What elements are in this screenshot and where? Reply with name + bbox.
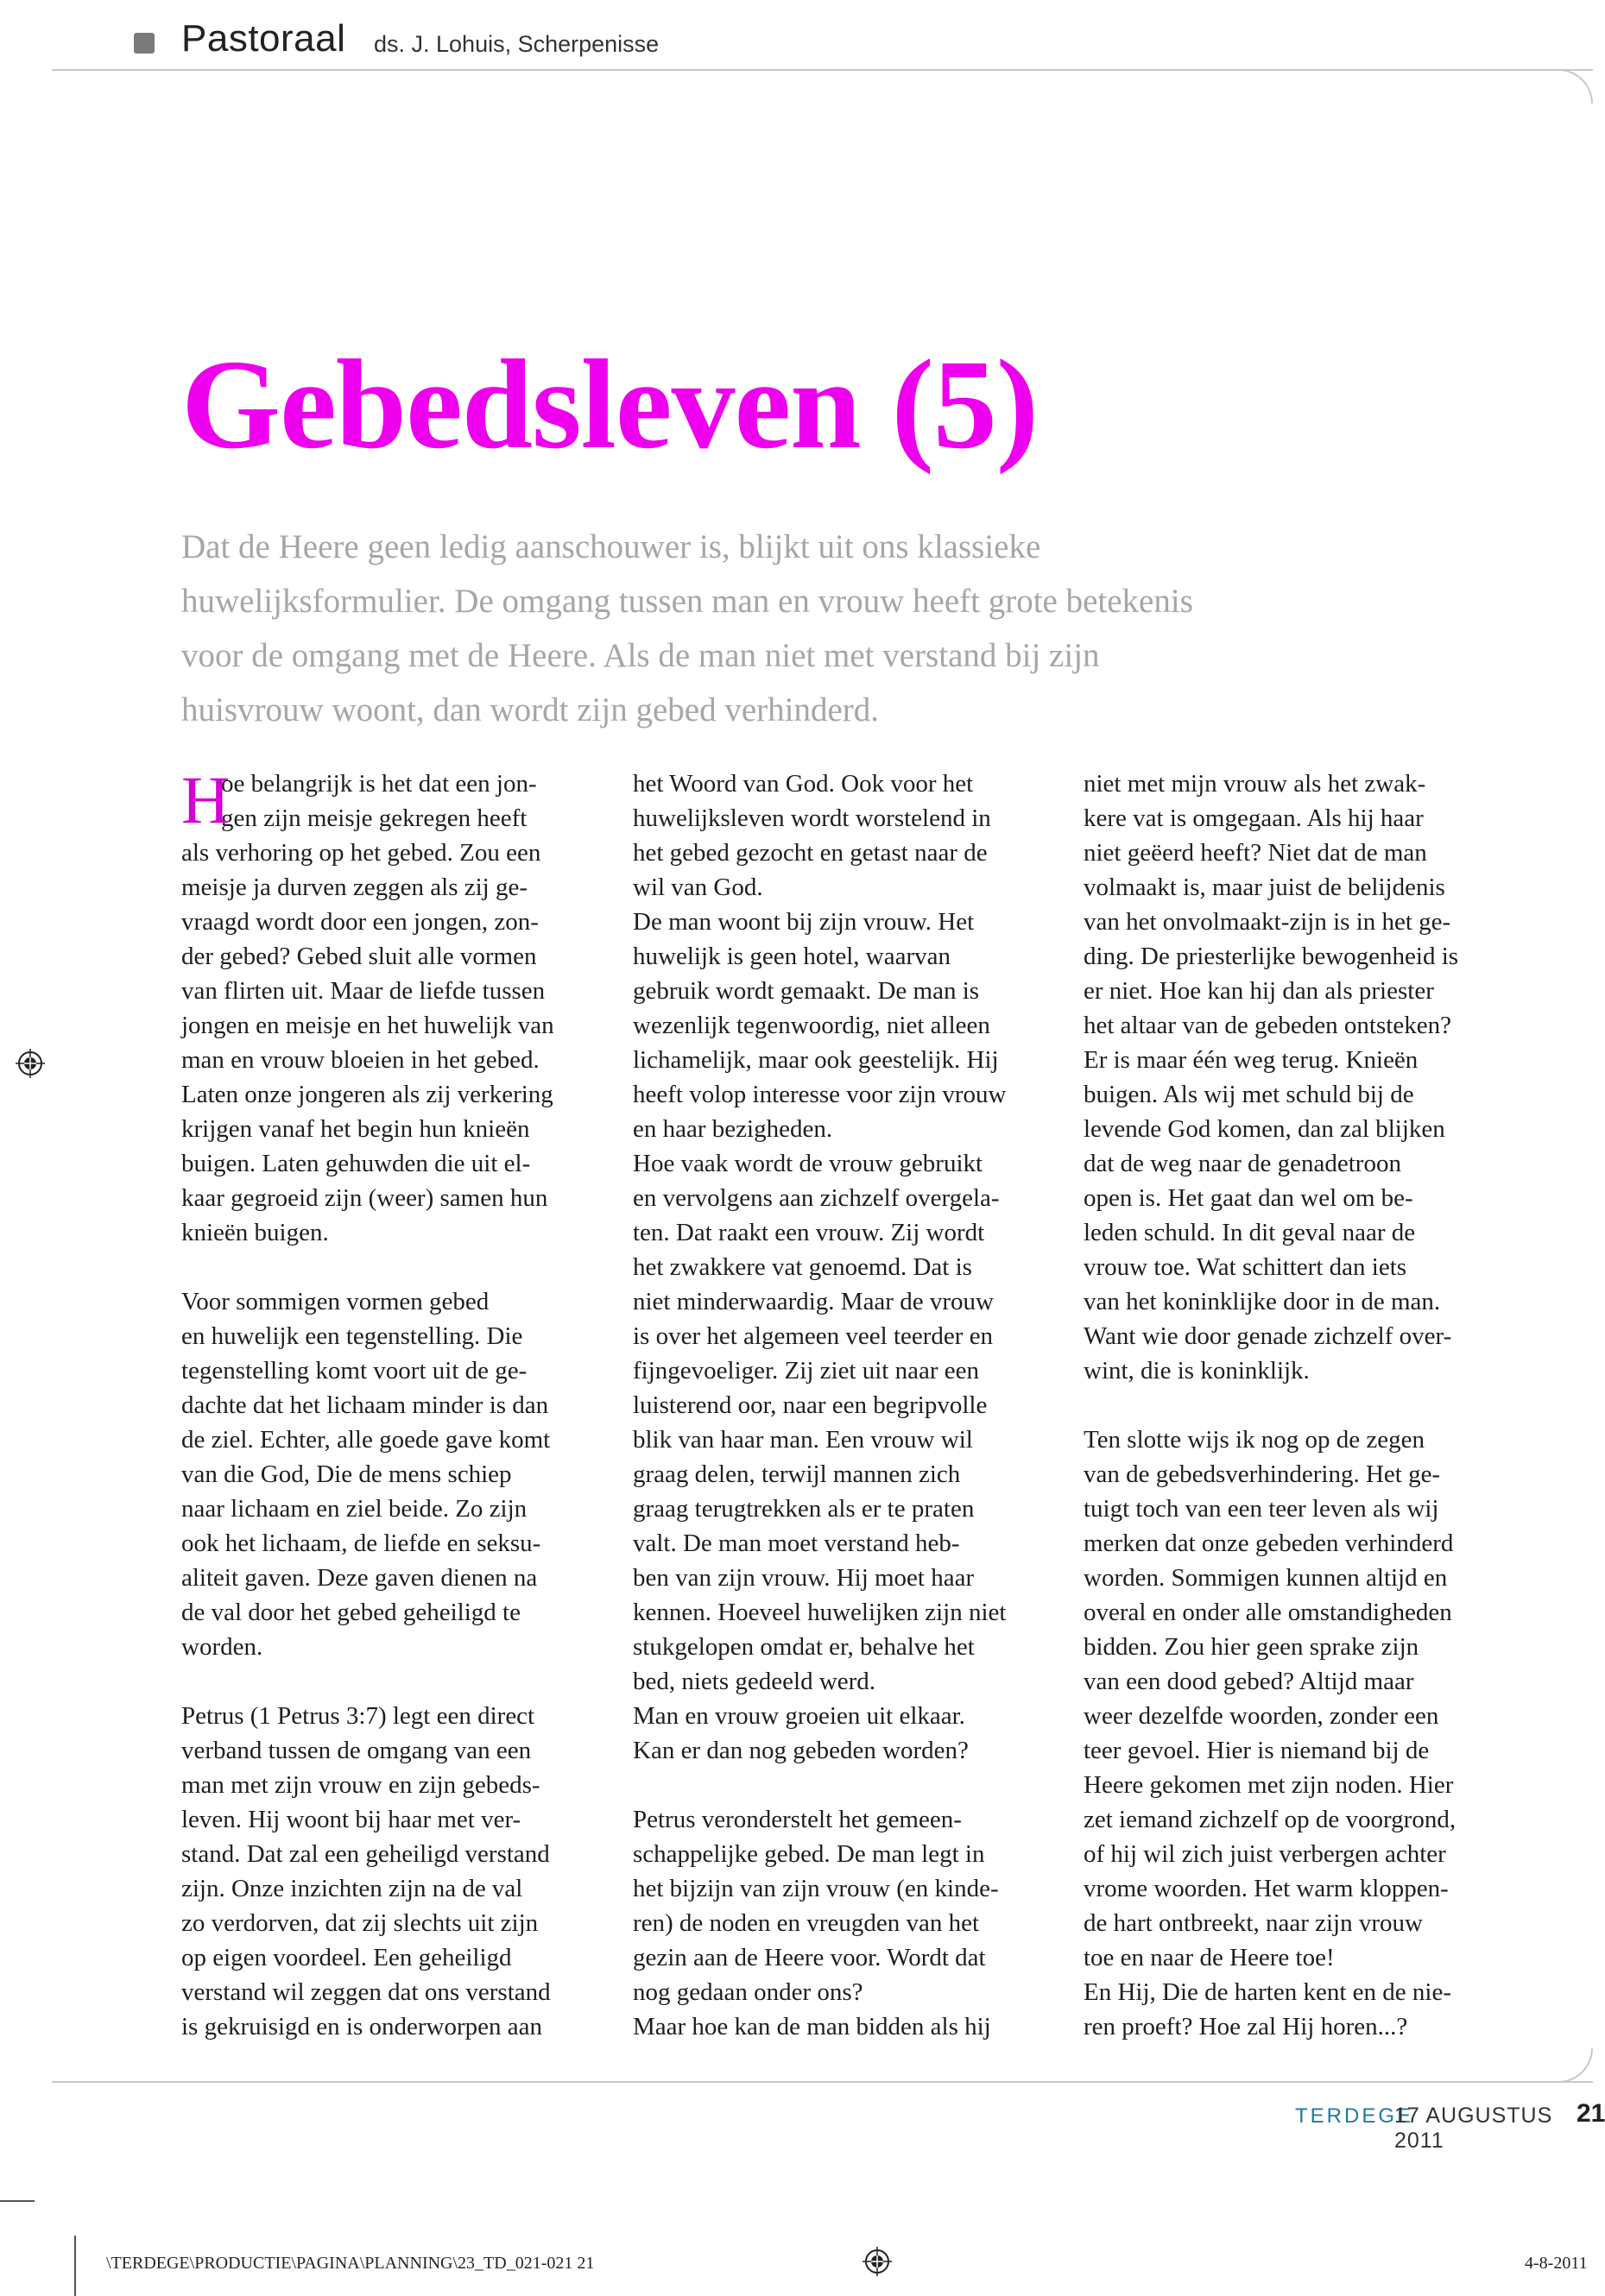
body-line: stand. Dat zal een geheiligd verstand [181, 1840, 550, 1868]
paragraph-gap [181, 1664, 613, 1699]
body-line: als verhoring op het gebed. Zou een [181, 839, 541, 867]
body-line: stukgelopen omdat er, behalve het [633, 1633, 975, 1661]
body-line: kaar gegroeid zijn (weer) samen hun [181, 1184, 548, 1212]
body-line: niet met mijn vrouw als het zwak- [1084, 770, 1426, 798]
body-line: van het koninklijke door in de man. [1084, 1288, 1441, 1315]
body-line: verband tussen de omgang van een [181, 1737, 532, 1764]
body-lines [1084, 766, 1515, 2044]
body-line: tuigt toch van een teer leven als wij [1084, 1495, 1439, 1523]
registration-mark-icon [863, 2247, 892, 2276]
body-line: het gebed gezocht en getast naar de [633, 839, 988, 867]
body-line: het zwakkere vat genoemd. Dat is [633, 1253, 972, 1281]
body-line: de val door het gebed geheiligd te [181, 1599, 521, 1626]
body-line: schappelijke gebed. De man legt in [633, 1840, 985, 1868]
section-label: Pastoraal [181, 17, 346, 60]
body-line: knieën buigen. [181, 1219, 329, 1246]
page-number: 21 [1577, 2099, 1605, 2128]
body-line: dachte dat het lichaam minder is dan [181, 1391, 549, 1419]
body-line: huwelijk is geen hotel, waarvan [633, 943, 951, 970]
body-line: graag delen, terwijl mannen zich [633, 1460, 961, 1488]
body-line: Heere gekomen met zijn noden. Hier [1084, 1771, 1454, 1799]
body-line: gen zijn meisje gekregen heeft [221, 804, 528, 832]
body-line: het Woord van God. Ook voor het [633, 770, 974, 798]
body-line: of hij wil zich juist verbergen achter [1084, 1840, 1446, 1868]
magazine-name: TERDEGE [1295, 2104, 1414, 2128]
body-line: ook het lichaam, de liefde en seksu- [181, 1530, 541, 1557]
body-line: kennen. Hoeveel huwelijken zijn niet [633, 1599, 1007, 1626]
body-line: verstand wil zeggen dat ons verstand [181, 1978, 551, 2006]
body-line: ben van zijn vrouw. Hij moet haar [633, 1564, 975, 1592]
header-rule-corner [1558, 69, 1593, 104]
body-line: van flirten uit. Maar de liefde tussen [181, 977, 546, 1005]
body-line: van die God, Die de mens schiep [181, 1460, 512, 1488]
body-line: leven. Hij woont bij haar met ver- [181, 1806, 521, 1833]
body-line: toe en naar de Heere toe! [1084, 1944, 1335, 1971]
paragraph-gap [181, 1250, 613, 1284]
body-line: En Hij, Die de harten kent en de nie- [1084, 1978, 1451, 2006]
body-line: vraagd wordt door een jongen, zon- [181, 908, 539, 936]
print-slug-path: \TERDEGE\PRODUCTIE\PAGINA\PLANNING\23_TD_021-021 21 [106, 2254, 595, 2273]
body-line: Voor sommigen vormen gebed [181, 1288, 490, 1315]
body-line: is gekruisigd en is onderworpen aan [181, 2013, 542, 2041]
body-line: merken dat onze gebeden verhinderd [1084, 1530, 1454, 1557]
body-line: Petrus (1 Petrus 3:7) legt een direct [181, 1702, 535, 1730]
body-line: jongen en meisje en het huwelijk van [181, 1012, 554, 1039]
body-line: op eigen voordeel. Een geheiligd [181, 1944, 512, 1971]
header-rule [52, 69, 1593, 71]
body-line: van de gebedsverhindering. Het ge- [1084, 1460, 1441, 1488]
body-line: tegenstelling komt voort uit de ge- [181, 1357, 528, 1385]
body-column-3 [1084, 766, 1515, 2044]
body-line: er niet. Hoe kan hij dan als priester [1084, 977, 1434, 1005]
body-line: lichamelijk, maar ook geestelijk. Hij [633, 1046, 999, 1074]
body-line: Kan er dan nog gebeden worden? [633, 1737, 969, 1764]
body-line: worden. Sommigen kunnen altijd en [1084, 1564, 1448, 1592]
body-line: niet geëerd heeft? Niet dat de man [1084, 839, 1427, 867]
body-lines [181, 836, 613, 2044]
lead-line: huwelijksformulier. De omgang tussen man en vrouw heeft grote betekenis [181, 583, 1193, 620]
paragraph-gap [633, 1768, 1065, 1802]
registration-mark-icon [16, 1049, 45, 1078]
body-line: leden schuld. In dit geval naar de [1084, 1219, 1416, 1246]
body-line: gebruik wordt gemaakt. De man is [633, 977, 980, 1005]
body-line: oe belangrijk is het dat een jon- [221, 770, 537, 798]
crop-mark [74, 2236, 76, 2296]
body-line: buigen. Als wij met schuld bij de [1084, 1081, 1414, 1108]
body-line: fijngevoeliger. Zij ziet uit naar een [633, 1357, 980, 1385]
body-line: dat de weg naar de genadetroon [1084, 1150, 1401, 1177]
section-marker-icon [134, 33, 155, 54]
body-line: ren proeft? Hoe zal Hij horen...? [1084, 2013, 1408, 2041]
body-line: teer gevoel. Hier is niemand bij de [1084, 1737, 1430, 1764]
drop-cap: H [181, 762, 231, 837]
body-line: van het onvolmaakt-zijn is in het ge- [1084, 908, 1451, 936]
lead-line: Dat de Heere geen ledig aanschouwer is, blijkt uit ons klassieke [181, 528, 1041, 565]
body-line: en huwelijk een tegenstelling. Die [181, 1322, 523, 1350]
body-line: meisje ja durven zeggen als zij ge- [181, 874, 528, 901]
body-column-2 [633, 766, 1065, 2044]
body-line: Er is maar één weg terug. Knieën [1084, 1046, 1419, 1074]
body-line: worden. [181, 1633, 263, 1661]
body-line: der gebed? Gebed sluit alle vormen [181, 943, 537, 970]
body-line: buigen. Laten gehuwden die uit el- [181, 1150, 531, 1177]
body-line: De man woont bij zijn vrouw. Het [633, 908, 975, 936]
body-line: bidden. Zou hier geen sprake zijn [1084, 1633, 1419, 1661]
body-line: niet minderwaardig. Maar de vrouw [633, 1288, 994, 1315]
body-line: levende God komen, dan zal blijken [1084, 1115, 1445, 1143]
body-line: wezenlijk tegenwoordig, niet alleen [633, 1012, 990, 1039]
body-line: het bijzijn van zijn vrouw (en kinde- [633, 1875, 999, 1902]
author-byline: ds. J. Lohuis, Scherpenisse [374, 31, 660, 57]
body-line: en haar bezigheden. [633, 1115, 833, 1143]
body-line: open is. Het gaat dan wel om be- [1084, 1184, 1413, 1212]
body-line: wil van God. [633, 874, 763, 901]
body-line: Want wie door genade zichzelf over- [1084, 1322, 1452, 1350]
body-line: kere vat is omgegaan. Als hij haar [1084, 804, 1424, 832]
issue-date: 17 AUGUSTUS 2011 [1394, 2104, 1553, 2153]
body-line: bed, niets gedeeld werd. [633, 1668, 876, 1695]
body-line: Laten onze jongeren als zij verkering [181, 1081, 553, 1108]
body-line: graag terugtrekken als er te praten [633, 1495, 975, 1523]
body-line: gezin aan de Heere voor. Wordt dat [633, 1944, 986, 1971]
body-line: is over het algemeen veel teerder en [633, 1322, 994, 1350]
body-line: het altaar van de gebeden ontsteken? [1084, 1012, 1451, 1039]
body-column-1 [181, 762, 613, 2044]
body-line: heeft volop interesse voor zijn vrouw [633, 1081, 1007, 1108]
body-line: vrouw toe. Wat schittert dan iets [1084, 1253, 1407, 1281]
body-line: ding. De priesterlijke bewogenheid is [1084, 943, 1459, 970]
footer-rule-corner [1558, 2048, 1593, 2083]
body-line: zijn. Onze inzichten zijn na de val [181, 1875, 523, 1902]
body-line: wint, die is koninklijk. [1084, 1357, 1310, 1385]
body-line: en vervolgens aan zichzelf overgela- [633, 1184, 1000, 1212]
body-line: Ten slotte wijs ik nog op de zegen [1084, 1426, 1425, 1454]
body-line: ren) de noden en vreugden van het [633, 1909, 980, 1937]
article-title: Gebedsleven (5) [181, 334, 1039, 476]
body-line: nog gedaan onder ons? [633, 1978, 863, 2006]
body-line: Petrus veronderstelt het gemeen- [633, 1806, 962, 1833]
body-line: blik van haar man. Een vrouw wil [633, 1426, 973, 1454]
body-line: overal en onder alle omstandigheden [1084, 1599, 1452, 1626]
body-line: Hoe vaak wordt de vrouw gebruikt [633, 1150, 983, 1177]
body-line: aliteit gaven. Deze gaven dienen na [181, 1564, 538, 1592]
footer-rule [52, 2081, 1593, 2083]
body-line: zet iemand zichzelf op de voorgrond, [1084, 1806, 1457, 1833]
body-line: huwelijksleven wordt worstelend in [633, 804, 991, 832]
body-line: Man en vrouw groeien uit elkaar. [633, 1702, 965, 1730]
body-line: man met zijn vrouw en zijn gebeds- [181, 1771, 540, 1799]
lead-line: voor de omgang met de Heere. Als de man niet met verstand bij zijn [181, 637, 1100, 674]
lead-line: huisvrouw woont, dan wordt zijn gebed verhinderd. [181, 691, 879, 729]
body-line: van een dood gebed? Altijd maar [1084, 1668, 1414, 1695]
body-line: zo verdorven, dat zij slechts uit zijn [181, 1909, 539, 1937]
crop-mark [0, 2200, 35, 2202]
body-line: naar lichaam en ziel beide. Zo zijn [181, 1495, 528, 1523]
body-line: man en vrouw bloeien in het gebed. [181, 1046, 540, 1074]
body-line: valt. De man moet verstand heb- [633, 1530, 960, 1557]
body-line: luisterend oor, naar een begripvolle [633, 1391, 988, 1419]
body-line: vrome woorden. Het warm kloppen- [1084, 1875, 1449, 1902]
body-line: Maar hoe kan de man bidden als hij [633, 2013, 991, 2041]
body-line: volmaakt is, maar juist de belijdenis [1084, 874, 1445, 901]
article-lead [181, 520, 1416, 737]
body-line: ten. Dat raakt een vrouw. Zij wordt [633, 1219, 985, 1246]
print-slug-date: 4-8-2011 [1525, 2254, 1588, 2273]
body-line: de ziel. Echter, alle goede gave komt [181, 1426, 551, 1454]
body-line: de hart ontbreekt, naar zijn vrouw [1084, 1909, 1423, 1937]
body-line: krijgen vanaf het begin hun knieën [181, 1115, 530, 1143]
body-line: weer dezelfde woorden, zonder een [1084, 1702, 1439, 1730]
paragraph-gap [1084, 1388, 1515, 1422]
body-lines [633, 766, 1065, 2044]
